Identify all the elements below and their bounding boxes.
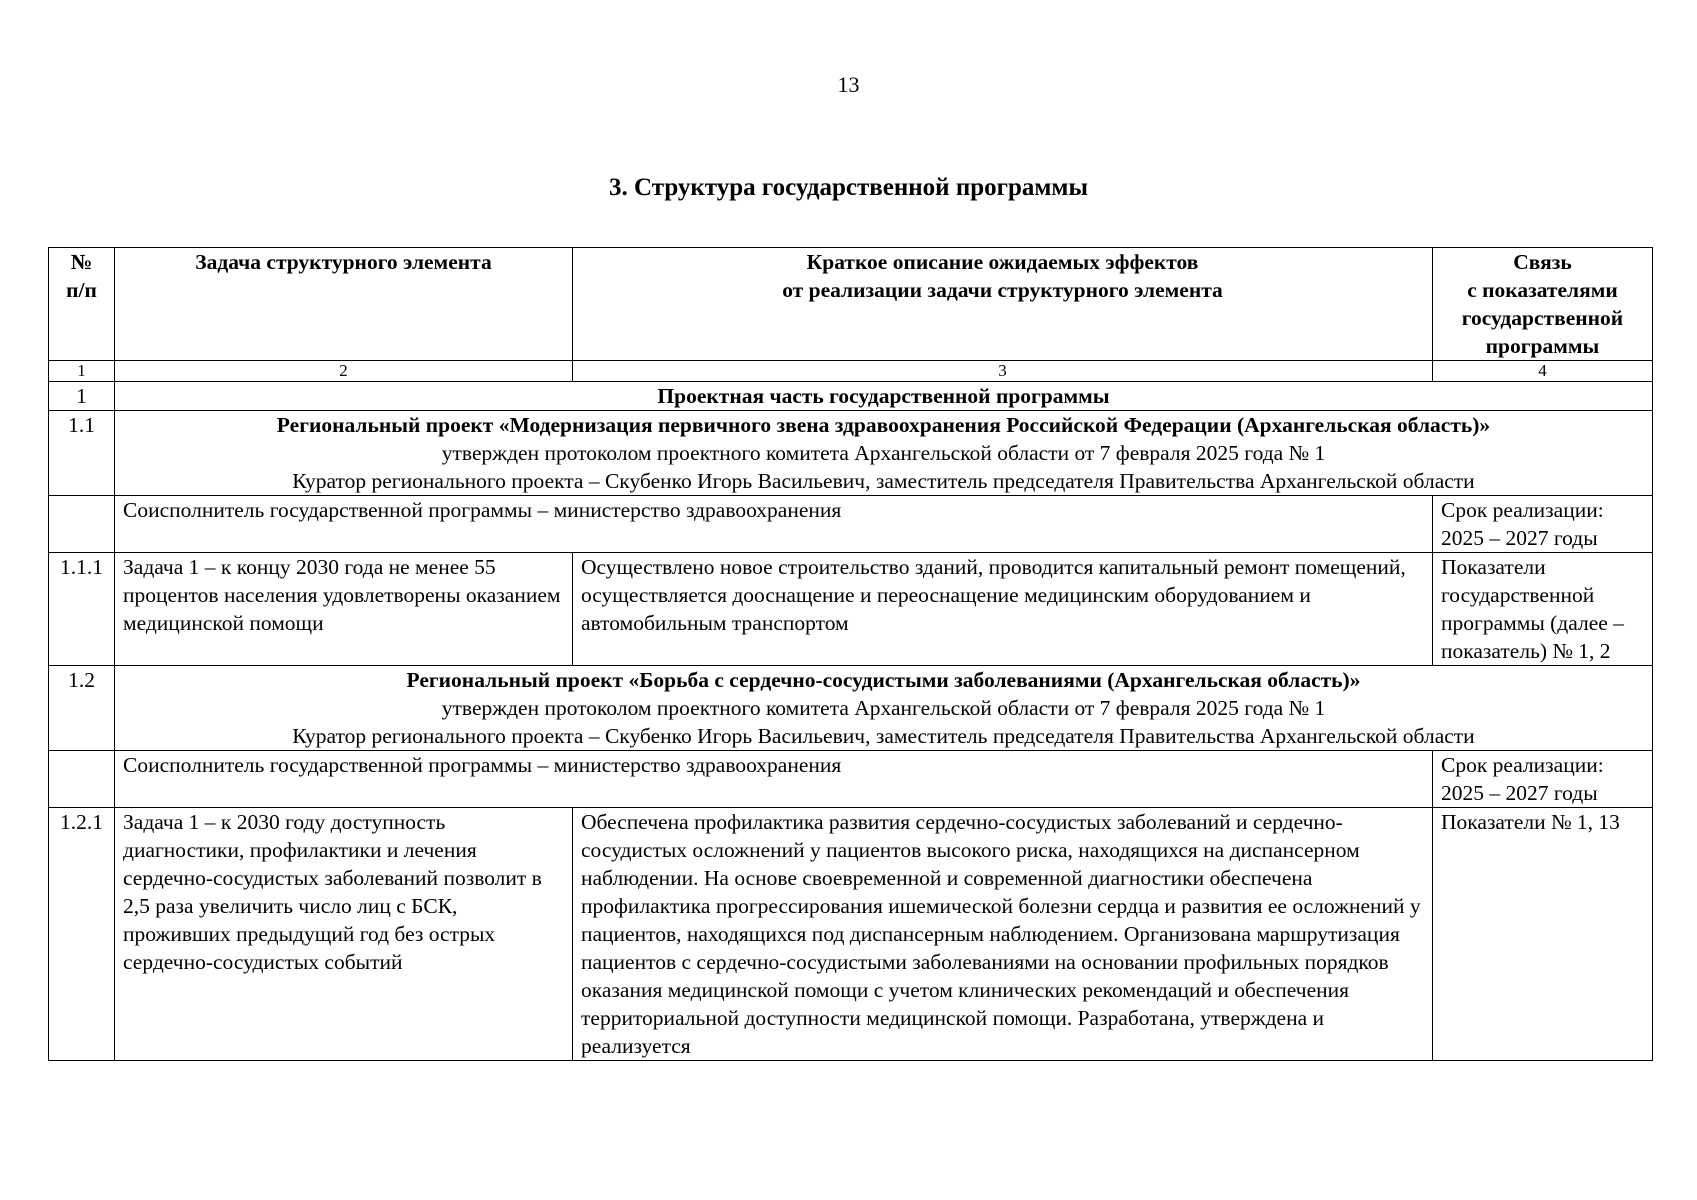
column-number: 1 [49, 361, 115, 382]
header-number: № п/п [49, 248, 115, 361]
project-info [115, 411, 1653, 496]
task-indicators: Показатели № 1, 13 [1433, 808, 1653, 1061]
project-approved: утвержден протоколом проектного комитета Архангельской области от 7 февраля 2025 года № 1 [441, 696, 1326, 720]
coexecutor-row [49, 751, 1653, 808]
project-title: Региональный проект «Борьба с сердечно-сосудистыми заболеваниями (Архангельская область)» [406, 668, 1361, 692]
project-index: 1.2 [49, 666, 115, 751]
project-index: 1.1 [49, 411, 115, 496]
project-info [115, 666, 1653, 751]
empty-cell [49, 751, 115, 808]
coexecutor-text: Соисполнитель государственной программы – министерство здравоохранения [115, 751, 1433, 808]
coexecutor-row [49, 496, 1653, 553]
project-row [49, 411, 1653, 496]
structure-table [48, 247, 1653, 1061]
section-row [49, 382, 1653, 411]
task-row [49, 808, 1653, 1061]
task-indicators: Показатели государственной программы (далее – показатель) № 1, 2 [1433, 553, 1653, 666]
project-curator: Куратор регионального проекта – Скубенко Игорь Васильевич, заместитель председателя Правительства Архангельской области [292, 724, 1475, 748]
task-text: Задача 1 – к 2030 году доступность диагностики, профилактики и лечения сердечно-сосудистых заболеваний позволит в 2,5 раза увеличить число лиц с БСК, проживших предыдущий год без острых сердечно-сосудистых событий [115, 808, 573, 1061]
term-cell: Срок реализации: 2025 – 2027 годы [1433, 751, 1653, 808]
task-index: 1.2.1 [49, 808, 115, 1061]
column-number: 2 [115, 361, 573, 382]
section-title: 3. Структура государственной программы [609, 174, 1088, 201]
header-effects: Краткое описание ожидаемых эффектов от реализации задачи структурного элемента [573, 248, 1433, 361]
page-number: 13 [837, 72, 860, 97]
coexecutor-text: Соисполнитель государственной программы – министерство здравоохранения [115, 496, 1433, 553]
section-index: 1 [49, 382, 115, 411]
project-curator: Куратор регионального проекта – Скубенко Игорь Васильевич, заместитель председателя Правительства Архангельской области [292, 469, 1475, 493]
task-effects: Осуществлено новое строительство зданий, проводится капитальный ремонт помещений, осуществляется дооснащение и переоснащение медицинским оборудованием и автомобильным транспортом [573, 553, 1433, 666]
header-indicators: Связь с показателями государственной программы [1433, 248, 1653, 361]
empty-cell [49, 496, 115, 553]
section-title-cell: Проектная часть государственной программы [115, 382, 1653, 411]
term-cell: Срок реализации: 2025 – 2027 годы [1433, 496, 1653, 553]
column-number-row [49, 361, 1653, 382]
column-number: 3 [573, 361, 1433, 382]
project-title: Региональный проект «Модернизация первичного звена здравоохранения Российской Федерации (Архангельская область)» [276, 413, 1491, 437]
header-task: Задача структурного элемента [115, 248, 573, 361]
column-number: 4 [1433, 361, 1653, 382]
project-approved: утвержден протоколом проектного комитета Архангельской области от 7 февраля 2025 года № 1 [441, 441, 1326, 465]
task-index: 1.1.1 [49, 553, 115, 666]
task-text: Задача 1 – к концу 2030 года не менее 55 процентов населения удовлетворены оказанием медицинской помощи [115, 553, 573, 666]
task-row [49, 553, 1653, 666]
table-header-row [49, 248, 1653, 361]
project-row [49, 666, 1653, 751]
task-effects: Обеспечена профилактика развития сердечно-сосудистых заболеваний и сердечно-сосудистых осложнений у пациентов высокого риска, находящихся на диспансерном наблюдении. На основе своевременной и современной диагностики обеспечена профилактика прогрессирования ишемической болезни сердца и развития ее осложнений у пациентов, находящихся под диспансерным наблюдением. Организована маршрутизация пациентов с сердечно-сосудистыми заболеваниями на основании профильных порядков оказания медицинской помощи с учетом клинических рекомендаций и обеспечения территориальной доступности медицинской помощи. Разработана, утверждена и реализуется [573, 808, 1433, 1061]
